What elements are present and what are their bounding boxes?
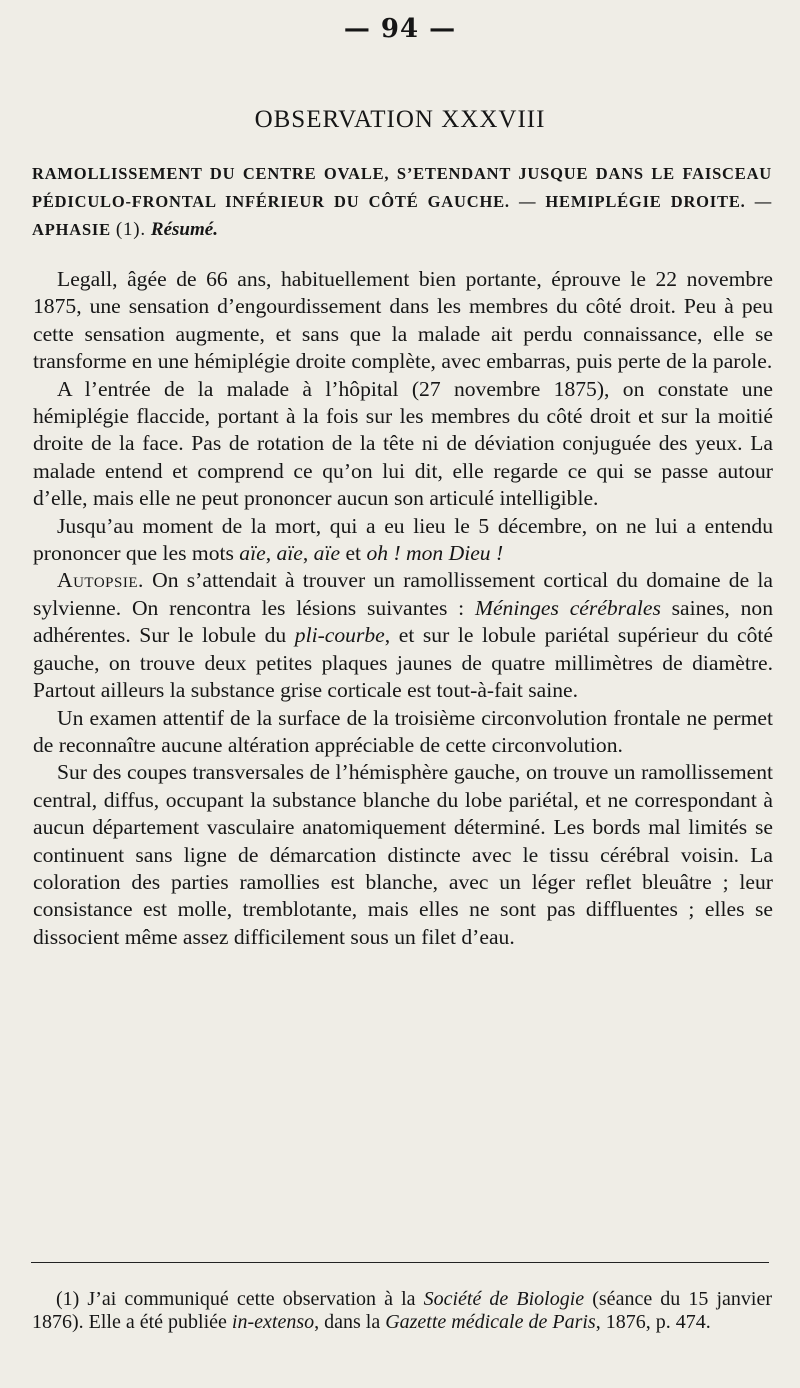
paragraph [33,567,773,704]
summary-text: RAMOLLISSEMENT DU CENTRE OVALE, S’ETENDANT JUSQUE DANS LE FAISCEAU PÉDICULO-FRONTAL INFÉRIEUR DU CÔTÉ GAUCHE. — HEMIPLÉGIE DROITE. — APHASIE [32,164,772,239]
paragraph-text: Jusqu’au moment de la mort, qui a eu lieu le 5 décembre, on ne lui a entendu prononcer que les mots [33,513,773,566]
italic-phrase: in-extenso [231,1311,315,1333]
paragraph: Sur des coupes transversales de l’hémisphère gauche, on trouve un ramollissement central, diffus, occupant la substance blanche du lobe pariétal, et ne correspondant à aucun département vasculaire anatomiquement déterminé. Les bords mal limités se continuent sans ligne de démarcation distincte avec le tissu cérébral voisin. La coloration des parties ramollies est blanche, avec un léger reflet bleuâtre ; leur consistance est molle, tremblotante, mais elles ne sont pas diffluentes ; elles se dissocient même assez difficilement sous un filet d’eau. [33,760,773,949]
footnote-divider [31,1262,769,1263]
footnote-text: (1) J’ai communiqué cette observation à la [56,1288,424,1310]
observation-title: OBSERVATION XXXVIII [254,106,546,133]
footnote-text: , 1876, p. 474. [595,1311,711,1333]
page-number: — 94 — [343,14,457,44]
footnote [32,1288,772,1334]
summary-resume-label: Résumé. [150,219,218,240]
paragraph-text: , et sur le lobule pariétal supérieur du côté gauche, on trouve deux petites plaques jaunes de quatre millimètres de diamètre. Partout ailleurs la substance grise corticale est tout-à-fait saine. [33,623,773,703]
italic-phrase: Société de Biologie [423,1288,585,1310]
italic-phrase: oh ! mon Dieu ! [366,541,504,566]
italic-word: aïe [239,541,266,566]
paragraph [33,513,773,568]
paragraph-text: saines, non adhérentes. Sur le lobule du [33,595,774,648]
paragraph-text: On s’attendait à trouver un ramollissement cortical du domaine de la sylvienne. On rencontra les lésions suivantes : [33,568,773,620]
conjunction: et [340,541,367,566]
italic-phrase: Gazette médicale de Paris [385,1311,596,1333]
punctuation: , [265,541,277,566]
footnote-text: (séance du 15 janvier 1876). Elle a été publiée [32,1288,772,1333]
italic-word: aïe [276,541,303,566]
italic-word: aïe [313,541,341,566]
autopsie-label: Autopsie. [57,568,144,593]
footnote-text: , dans la [314,1311,386,1333]
punctuation: , [302,541,314,566]
observation-body [33,266,773,951]
paragraph: Legall, âgée de 66 ans, habituellement bien portante, éprouve le 22 novembre 1875, une sensation d’engourdissement dans les membres du côté droit. Peu à peu cette sensation augmente, et sans que la malade ait perdu connaissance, elle se transforme en une hémiplégie droite complète, avec embarras, puis perte de la parole. [33,267,773,374]
footnote-reference: (1). [115,219,146,240]
italic-phrase: Méninges cérébrales [474,595,661,620]
observation-summary [32,160,772,244]
paragraph: Un examen attentif de la surface de la troisième circonvolution frontale ne permet de reconnaître aucune altération appréciable de cette circonvolution. [33,705,773,757]
italic-phrase: pli-courbe [294,623,385,648]
paragraph: A l’entrée de la malade à l’hôpital (27 novembre 1875), on constate une hémiplégie flaccide, portant à la fois sur les membres du côté droit et sur la moitié droite de la face. Pas de rotation de la tête ni de déviation conjuguée des yeux. La malade entend et comprend ce qu’on lui dit, elle regarde ce qui se passe autour d’elle, mais elle ne peut prononcer aucun son articulé intelligible. [33,376,773,511]
